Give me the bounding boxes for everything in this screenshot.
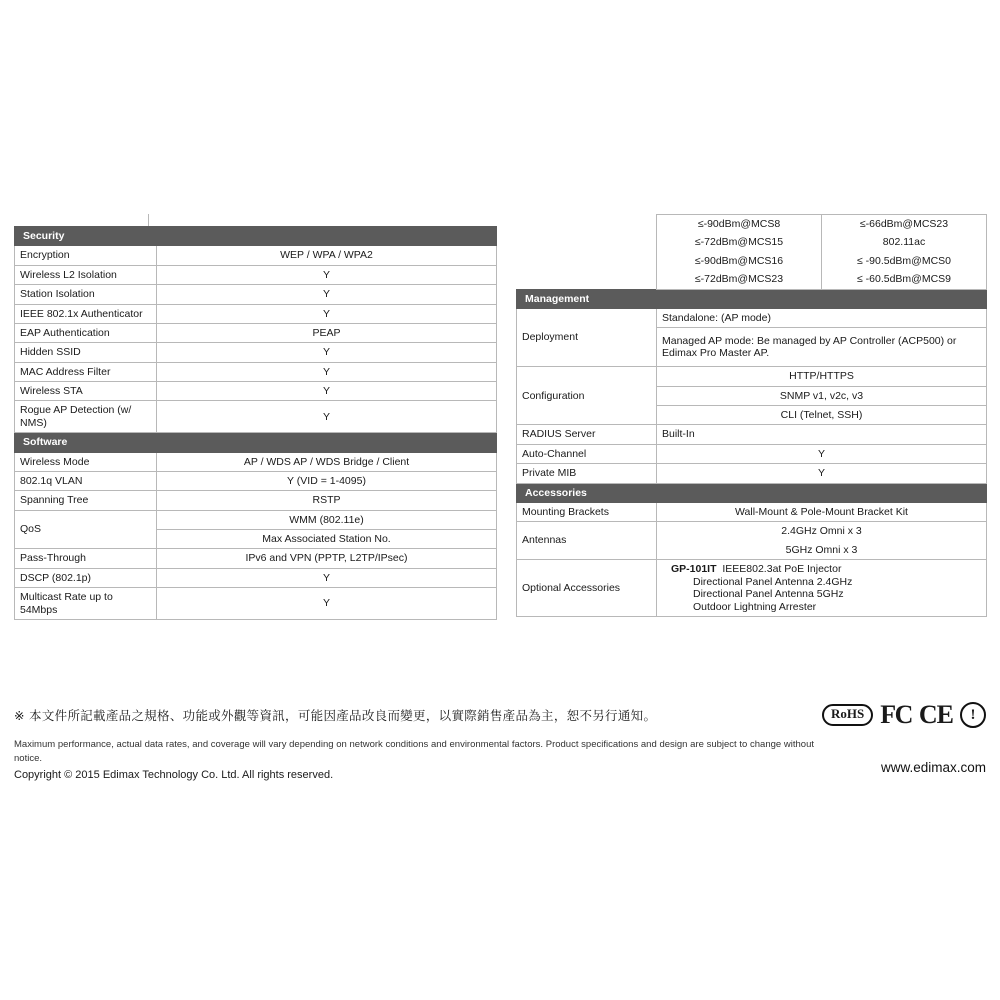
- table-row: [15, 246, 497, 265]
- footer-legal-text: Maximum performance, actual data rates, and coverage will vary depending on network conditions and environmental factors. Product specifications and design are subject to change without notice.: [14, 739, 814, 765]
- right-spec-table: [516, 214, 987, 617]
- row-value: Y: [157, 568, 497, 587]
- optional-accessory-line: GP-101IT IEEE802.3at PoE Injector: [671, 563, 842, 575]
- row-value: Y: [157, 382, 497, 401]
- section-title: Software: [15, 433, 497, 452]
- fcc-icon: FC: [880, 700, 912, 729]
- footer-note-cjk: ※ 本文件所記載產品之規格、功能或外觀等資訊，可能因產品改良而變更，以實際銷售產品為主，恕不另行通知。: [14, 708, 657, 723]
- table-row: [15, 588, 497, 620]
- section-header-accessories: [517, 483, 987, 502]
- row-value: CLI (Telnet, SSH): [657, 406, 987, 425]
- row-value: WEP / WPA / WPA2: [157, 246, 497, 265]
- row-label: Deployment: [517, 308, 657, 366]
- left-spec-table: [14, 226, 497, 620]
- row-value: [657, 560, 987, 617]
- table-row: [15, 510, 497, 529]
- table-row: [15, 304, 497, 323]
- row-value: Standalone: (AP mode): [657, 308, 987, 327]
- row-label: Private MIB: [517, 464, 657, 483]
- row-value: Wall-Mount & Pole-Mount Bracket Kit: [657, 502, 987, 521]
- section-header-security: [15, 227, 497, 246]
- website-url[interactable]: www.edimax.com: [880, 760, 986, 775]
- row-value: Y: [157, 285, 497, 304]
- certification-marks: [822, 702, 986, 728]
- row-label: Encryption: [15, 246, 157, 265]
- row-value: Y: [157, 265, 497, 284]
- row-label: Multicast Rate up to 54Mbps: [15, 588, 157, 620]
- table-row: [15, 323, 497, 342]
- row-value: Y: [157, 343, 497, 362]
- table-row: [517, 522, 987, 541]
- table-row: [15, 549, 497, 568]
- row-value: WMM (802.11e): [157, 510, 497, 529]
- row-label: Spanning Tree: [15, 491, 157, 510]
- row-value: Built-In: [657, 425, 987, 444]
- row-value: ≤-90dBm@MCS8: [657, 215, 822, 234]
- table-row: [517, 444, 987, 463]
- row-value: ≤ -60.5dBm@MCS9: [822, 270, 987, 289]
- table-row: [517, 464, 987, 483]
- table-row: [517, 252, 987, 270]
- row-label: RADIUS Server: [517, 425, 657, 444]
- row-label: Antennas: [517, 522, 657, 560]
- row-value: Y: [157, 304, 497, 323]
- table-row: [517, 502, 987, 521]
- row-value: 802.11ac: [822, 233, 987, 251]
- row-value: PEAP: [157, 323, 497, 342]
- row-value: HTTP/HTTPS: [657, 367, 987, 386]
- row-label: Wireless Mode: [15, 452, 157, 471]
- row-label: DSCP (802.1p): [15, 568, 157, 587]
- row-label-empty: [517, 215, 657, 234]
- table-row: [15, 265, 497, 284]
- row-value: ≤-90dBm@MCS16: [657, 252, 822, 270]
- row-value: Max Associated Station No.: [157, 530, 497, 549]
- optional-accessory-line: Outdoor Lightning Arrester: [693, 600, 817, 613]
- row-value: Y: [157, 401, 497, 433]
- row-value: Managed AP mode: Be managed by AP Controller (ACP500) or Edimax Pro Master AP.: [657, 328, 987, 367]
- row-value: Y: [157, 362, 497, 381]
- table-row: [15, 362, 497, 381]
- table-row: [15, 401, 497, 433]
- row-value: ≤-66dBm@MCS23: [822, 215, 987, 234]
- row-label: MAC Address Filter: [15, 362, 157, 381]
- warning-icon: !: [960, 702, 986, 728]
- row-value: IPv6 and VPN (PPTP, L2TP/IPsec): [157, 549, 497, 568]
- table-row: [517, 560, 987, 617]
- table-row: [15, 568, 497, 587]
- table-row: [517, 308, 987, 327]
- row-label-empty: [517, 233, 657, 251]
- ce-icon: CE: [918, 700, 953, 729]
- table-row: [517, 425, 987, 444]
- table-row: [15, 343, 497, 362]
- table-row: [15, 491, 497, 510]
- row-label: Wireless L2 Isolation: [15, 265, 157, 284]
- section-header-management: [517, 289, 987, 308]
- table-row: [517, 233, 987, 251]
- row-value: Y: [657, 464, 987, 483]
- row-label: EAP Authentication: [15, 323, 157, 342]
- part-number: GP-101IT: [671, 563, 717, 575]
- row-label-empty: [517, 270, 657, 289]
- row-label: Configuration: [517, 367, 657, 425]
- row-label: Mounting Brackets: [517, 502, 657, 521]
- row-label: Station Isolation: [15, 285, 157, 304]
- table-row: [15, 285, 497, 304]
- optional-accessory-line: Directional Panel Antenna 5GHz: [693, 588, 844, 601]
- section-title: Security: [15, 227, 497, 246]
- table-row: [15, 382, 497, 401]
- row-label-line: Optional Accessories: [522, 581, 621, 594]
- section-title: Accessories: [517, 483, 987, 502]
- optional-accessory-line: Directional Panel Antenna 2.4GHz: [693, 575, 853, 588]
- row-label: Auto-Channel: [517, 444, 657, 463]
- row-value: RSTP: [157, 491, 497, 510]
- table-divider-artifact: [148, 214, 149, 226]
- table-row: [517, 215, 987, 234]
- rohs-icon: RoHS: [822, 704, 873, 725]
- footer-copyright: Copyright © 2015 Edimax Technology Co. Ltd. All rights reserved.: [14, 768, 334, 781]
- row-value: 5GHz Omni x 3: [657, 541, 987, 560]
- row-label-empty: [517, 252, 657, 270]
- row-value: SNMP v1, v2c, v3: [657, 386, 987, 405]
- row-value: AP / WDS AP / WDS Bridge / Client: [157, 452, 497, 471]
- row-value: ≤-72dBm@MCS15: [657, 233, 822, 251]
- row-value: ≤ -90.5dBm@MCS0: [822, 252, 987, 270]
- section-header-software: [15, 433, 497, 452]
- row-label: Pass-Through: [15, 549, 157, 568]
- row-value: ≤-72dBm@MCS23: [657, 270, 822, 289]
- row-label: 802.1q VLAN: [15, 471, 157, 490]
- row-label: Hidden SSID: [15, 343, 157, 362]
- row-label: [517, 560, 657, 617]
- row-value: 2.4GHz Omni x 3: [657, 522, 987, 541]
- table-row: [15, 452, 497, 471]
- row-label: QoS: [15, 510, 157, 549]
- row-value: Y: [657, 444, 987, 463]
- row-label: Rogue AP Detection (w/ NMS): [15, 401, 157, 433]
- row-value: Y (VID = 1-4095): [157, 471, 497, 490]
- table-row: [517, 270, 987, 289]
- section-title: Management: [517, 289, 987, 308]
- table-row: [15, 471, 497, 490]
- row-label: Wireless STA: [15, 382, 157, 401]
- row-label: IEEE 802.1x Authenticator: [15, 304, 157, 323]
- table-row: [517, 367, 987, 386]
- row-value: Y: [157, 588, 497, 620]
